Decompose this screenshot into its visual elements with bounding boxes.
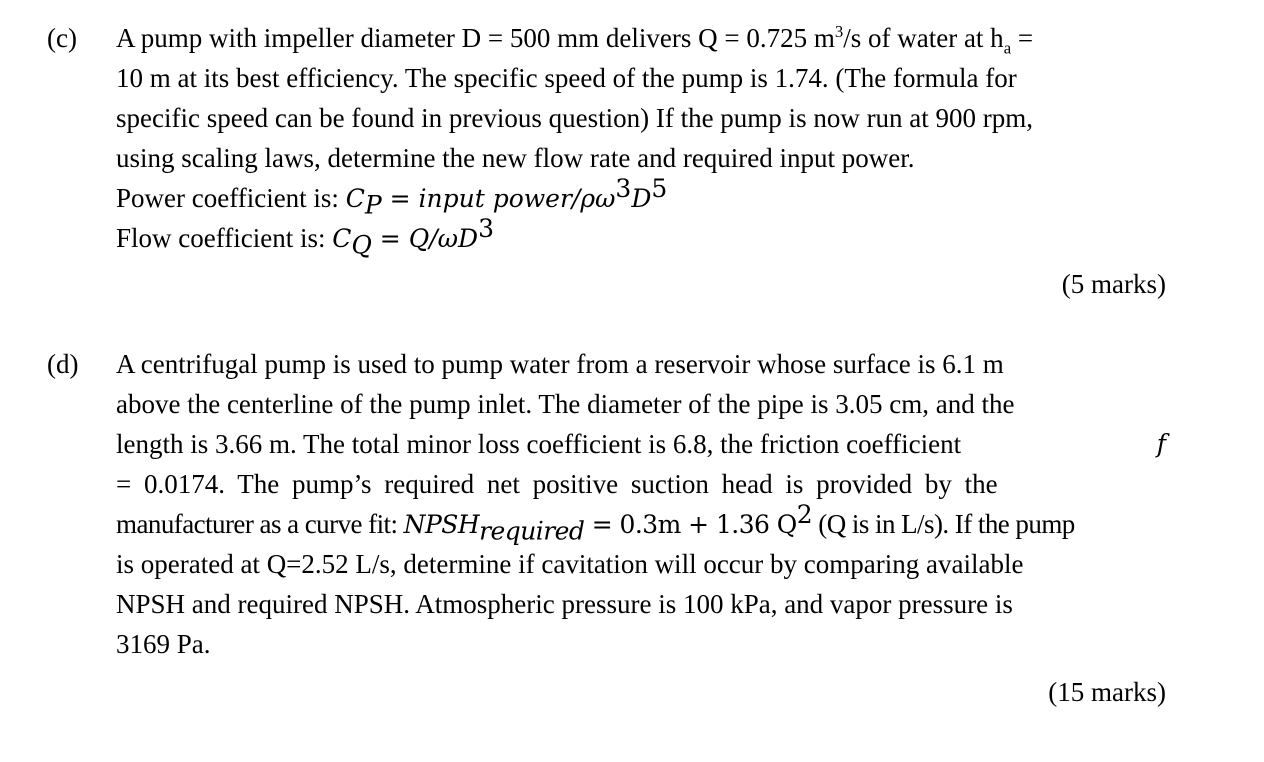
flow-coefficient-subscript: Q	[351, 230, 372, 260]
power-coefficient-equation: = input power/ρω	[381, 184, 616, 213]
flow-coefficient-label: Flow coefficient is:	[116, 223, 333, 253]
question-c-line-1	[116, 18, 1166, 58]
question-d-line-6: is operated at Q=2.52 L/s, determine if cavitation will occur by comparing available	[116, 549, 1024, 579]
question-d-label: (d)	[47, 349, 79, 379]
question-c-marks: (5 marks)	[1061, 269, 1166, 299]
question-d-line-5-text-b: (Q is in L/s). If the pump	[812, 509, 1075, 539]
power-coefficient-sup-2: 5	[651, 174, 668, 203]
question-d-line-7: NPSH and required NPSH. Atmospheric pressure is 100 kPa, and vapor pressure is	[116, 589, 1013, 619]
question-d-line-3-text: length is 3.66 m. The total minor loss coefficient is 6.8, the friction coefficient	[116, 429, 962, 459]
question-d-line-4: = 0.0174. The pump’s required net positive suction head is provided by the	[116, 469, 998, 499]
npsh-symbol: NPSH	[403, 510, 480, 539]
power-coefficient-subscript: P	[364, 190, 382, 220]
flow-coefficient-symbol: C	[332, 224, 352, 253]
question-c-line-1-text-b: /s of water at h	[843, 23, 1004, 53]
flow-coefficient-sup: 3	[478, 214, 494, 243]
question-c-line-1-sub: a	[1003, 38, 1012, 58]
question-d-line-3	[116, 424, 1166, 464]
npsh-equation: = 0.3m + 1.36 Q	[584, 510, 797, 539]
flow-coefficient-line	[116, 214, 1166, 260]
question-d-body	[116, 344, 1166, 664]
power-coefficient-label: Power coefficient is:	[116, 183, 346, 213]
question-d-marks: (15 marks)	[1048, 677, 1166, 707]
power-coefficient-symbol: C	[345, 184, 365, 213]
npsh-subscript: required	[479, 516, 585, 546]
friction-coefficient-symbol: f	[1156, 429, 1166, 458]
question-d-line-5	[116, 500, 1166, 546]
question-d-line-8: 3169 Pa.	[116, 629, 211, 659]
question-c-line-1-text-a: A pump with impeller diameter D = 500 mm delivers Q = 0.725 m	[116, 23, 835, 53]
question-c-label: (c)	[47, 23, 77, 53]
flow-coefficient-equation: = Q/ωD	[371, 224, 479, 253]
power-coefficient-d: D	[631, 184, 652, 213]
power-coefficient-line	[116, 174, 1166, 220]
question-c-line-1-sup: 3	[834, 22, 844, 41]
question-c-line-3: specific speed can be found in previous question) If the pump is now run at 900 rpm,	[116, 103, 1034, 133]
question-d-line-1: A centrifugal pump is used to pump water from a reservoir whose surface is 6.1 m	[116, 349, 1004, 379]
question-d-line-5-text-a: manufacturer as a curve fit:	[116, 509, 404, 539]
question-d-line-2: above the centerline of the pump inlet. The diameter of the pipe is 3.05 cm, and the	[116, 389, 1015, 419]
question-c-line-4: using scaling laws, determine the new flow rate and required input power.	[116, 143, 915, 173]
npsh-sup: 2	[796, 500, 813, 529]
question-c-line-2: 10 m at its best efficiency. The specific speed of the pump is 1.74. (The formula for	[116, 63, 1017, 93]
question-c-body	[116, 18, 1166, 258]
question-c-line-1-text-c: =	[1011, 23, 1034, 53]
power-coefficient-sup-1: 3	[615, 174, 632, 203]
